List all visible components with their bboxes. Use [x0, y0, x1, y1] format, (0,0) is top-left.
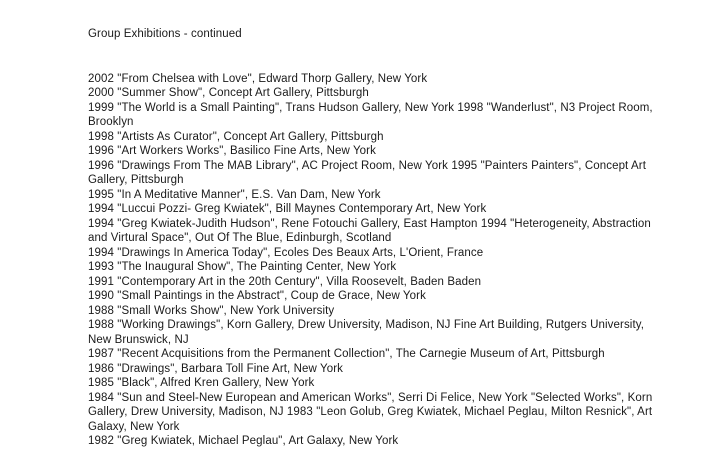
exhibition-entry: 1990 "Small Paintings in the Abstract", Coup de Grace, New York — [88, 290, 426, 302]
exhibition-entry: 1998 "Artists As Curator", Concept Art Gallery, Pittsburgh — [88, 130, 384, 143]
exhibition-entry: 1987 "Recent Acquisitions from the Permanent Collection", The Carnegie Museum of Art, Pittsburgh — [88, 348, 605, 360]
exhibition-entry: 1996 "Drawings From The MAB Library", AC Project Room, New York 1995 "Painters Painters", Concept Art Gallery, Pittsburgh — [88, 159, 647, 186]
exhibition-entry: 1986 "Drawings", Barbara Toll Fine Art, New York — [88, 362, 344, 375]
exhibition-entry: 1994 "Greg Kwiatek-Judith Hudson", Rene Fotouchi Gallery, East Hampton 1994 "Heterogeneity, Abstraction and Virtural Space", Out Of The Blue, Edinburgh, Scotland — [88, 217, 651, 244]
exhibition-entry: 2000 "Summer Show", Concept Art Gallery, Pittsburgh — [88, 87, 369, 99]
exhibition-entry: 1995 "In A Meditative Manner", E.S. Van Dam, New York — [88, 188, 381, 201]
exhibition-entry: 1996 "Art Workers Works", Basilico Fine Arts, New York — [88, 145, 376, 157]
exhibition-entry: 1999 "The World is a Small Painting", Trans Hudson Gallery, New York 1998 "Wanderlust", N3 Project Room, Brooklyn — [88, 101, 653, 128]
exhibition-entry: 1985 "Black", Alfred Kren Gallery, New York — [88, 377, 315, 389]
exhibition-entry: 1988 "Small Works Show", New York University — [88, 304, 335, 317]
exhibition-entry: 1994 "Drawings In America Today", Ecoles Des Beaux Arts, L'Orient, France — [88, 246, 484, 259]
exhibition-entry: 1988 "Working Drawings", Korn Gallery, Drew University, Madison, NJ Fine Art Building, Rutgers University, New Brunswick, NJ — [88, 319, 645, 346]
exhibition-list — [88, 72, 653, 449]
exhibition-entry: 2002 "From Chelsea with Love", Edward Thorp Gallery, New York — [88, 72, 428, 85]
exhibition-entry: 1993 "The Inaugural Show", The Painting Center, New York — [88, 261, 397, 273]
exhibition-entry: 1982 "Greg Kwiatek, Michael Peglau", Art Galaxy, New York — [88, 435, 399, 447]
exhibition-entry: 1984 "Sun and Steel-New European and American Works", Serri Di Felice, New York "Selected Works", Korn Gallery, Drew University, Madison, NJ 1983 "Leon Golub, Greg Kwiatek, Michael Peglau, Milton Resnick", Art Galaxy, New York — [88, 391, 653, 433]
exhibition-entry: 1991 "Contemporary Art in the 20th Century", Villa Roosevelt, Baden Baden — [88, 275, 482, 288]
exhibition-entry: 1994 "Luccui Pozzi- Greg Kwiatek", Bill Maynes Contemporary Art, New York — [88, 203, 487, 215]
page-title: Group Exhibitions - continued — [88, 28, 242, 40]
